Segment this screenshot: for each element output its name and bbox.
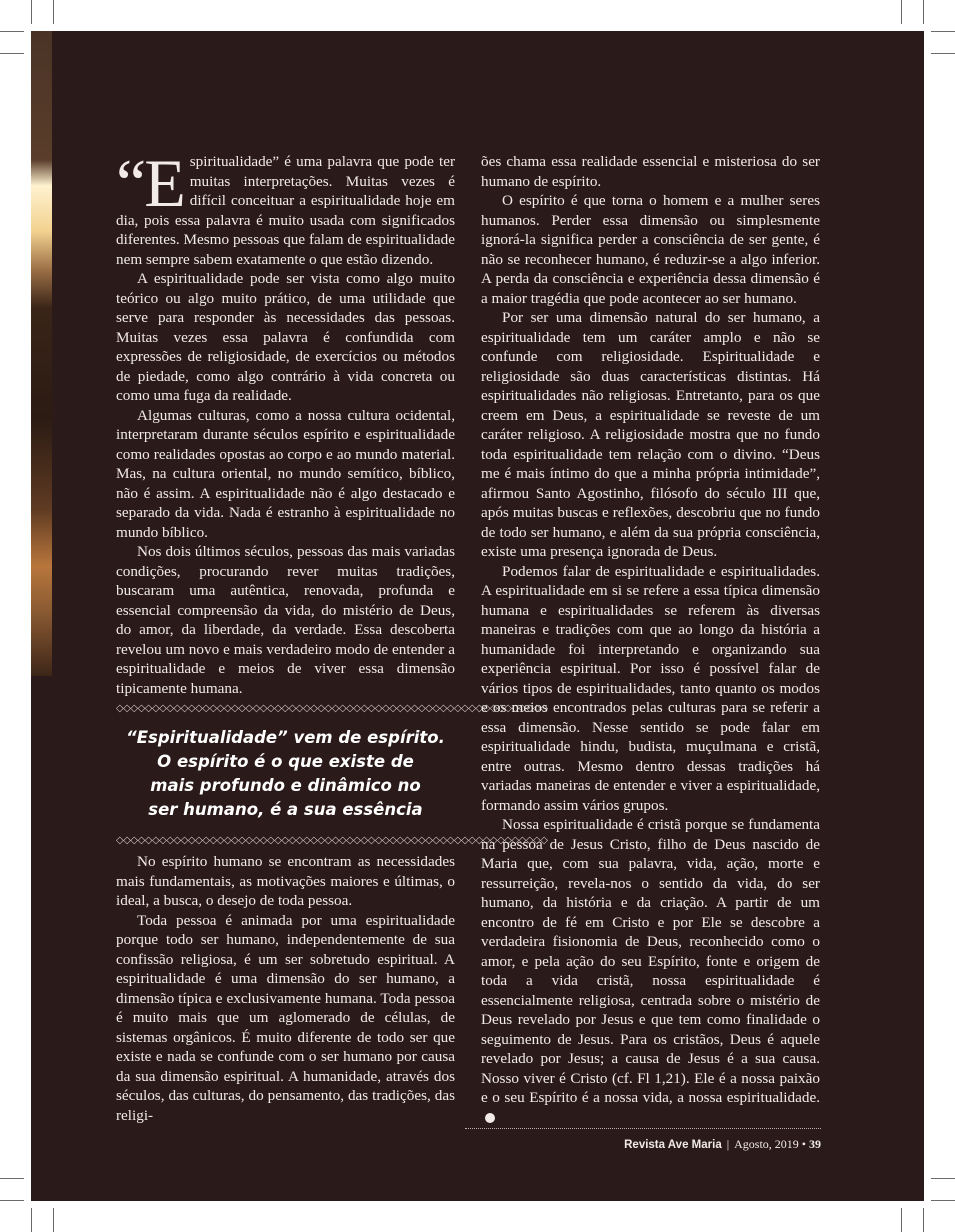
right-column (481, 152, 820, 1127)
pull-quote-line: O espírito é o que existe de (157, 752, 414, 771)
pull-quote-line: “Espiritualidade” vem de espírito. (126, 728, 445, 747)
crop-mark (53, 0, 54, 24)
crop-mark (0, 1200, 24, 1201)
crop-mark (31, 1208, 32, 1232)
magazine-name: Revista Ave Maria (624, 1139, 722, 1151)
end-mark-icon (485, 1113, 495, 1123)
pull-quote-line: mais profundo e dinâmico no (150, 776, 421, 795)
page-number: 39 (809, 1137, 821, 1151)
left-column (116, 145, 548, 1125)
photo-strip (31, 31, 52, 676)
paragraph-text: spiritualidade” é uma palavra que pode ter muitas interpretações. Muitas vezes é difícil conceituar a espiritualidade hoje em dia, pois essa palavra é muito usada com significados diferentes. Mesmo pessoas que falam de espiritualidade nem sempre sabem exatamente o que estão dizendo. (116, 153, 455, 268)
paragraph-text: Nossa espiritualidade é cristã porque se fundamenta na pessoa de Jesus Cristo, filho de Deus nascido de Maria que, com sua palavra, vida, ação, morte e ressurreição, revela-nos o sentido da vida, do ser humano, da história e da criação. A partir de um encontro de fé em Cristo e por Ele se descobre a verdadeira fisionomia de Deus, reconhecido como o amor, e pela ação do seu Espírito, fonte e origem de toda a vida cristã, nossa espiritualidade é essencialmente religiosa, centrada sobre o mistério de Deus revelado por Jesus e que tem como finalidade o seguimento de Jesus. Para os cristãos, Deus é aquele revelado por Jesus; a causa de Jesus é a sua causa. Nosso viver é Cristo (cf. Fl 1,21). Ele é a nossa paixão e o seu Espírito é a nossa vida, a nossa espiritualidade. (481, 816, 820, 1106)
paragraph: Por ser uma dimensão natural do ser humano, a espiritualidade tem um caráter amplo e não se confunde com religiosidade. Espiritualidade e religiosidade são duas características distintas. Há espiritualidades não religiosas. Entretanto, para os que creem em Deus, a espiritualidade se reveste de um caráter religioso. A religiosidade mostra que no fundo toda espiritualidade tem relação com o divino. “Deus me é mais íntimo do que a minha própria intimidade”, afirmou Santo Agostinho, filósofo do século III que, após muitas buscas e reflexões, descobriu que no fundo de todo ser humano, e além da sua própria consciência, existe uma presença ignorada de Deus. (481, 309, 820, 560)
crop-mark (0, 1178, 24, 1179)
footer-rule (465, 1128, 821, 1129)
crop-mark (0, 53, 24, 54)
crop-mark (901, 0, 902, 24)
paragraph: No espírito humano se encontram as necessidades mais fundamentais, as motivações maiores e últimas, o ideal, a busca, o desejo de toda pessoa. (116, 853, 455, 909)
paragraph: Nos dois últimos séculos, pessoas das mais variadas condições, procurando rever muitas tradições, buscaram uma autêntica, renovada, profunda e essencial compreensão da vida, do mistério de Deus, do amor, da liberdade, da verdade. Essa descoberta revelou um novo e mais verdadeiro modo de entender a espiritualidade e meios de viver essa dimensão tipicamente humana. (116, 543, 455, 697)
paragraph: A espiritualidade pode ser vista como algo muito teórico ou algo muito prático, de uma utilidade que serve para responder às necessidades das pessoas. Muitas vezes essa palavra é confundida com expressões de religiosidade, de exercícios ou métodos de piedade, como algo contrário à vida concreta ou como uma fuga da realidade. (116, 270, 455, 404)
paragraph: O espírito é que torna o homem e a mulher seres humanos. Perder essa dimensão ou simplesmente ignorá-la significa perder a consciência de ser gente, é não se reconhecer humano, é reduzir-se a algo inferior. A perda da consciência e experiência dessa dimensão é a maior tragédia que pode acontecer ao ser humano. (481, 192, 820, 307)
paragraph (481, 815, 820, 1127)
crop-mark (0, 31, 24, 32)
paragraph: Algumas culturas, como a nossa cultura ocidental, interpretaram durante séculos espírito e espiritualidade como realidades opostas ao corpo e ao mundo material. Mas, na cultura oriental, no mundo semítico, bíblico, não é assim. A espiritualidade não é algo destacado e separado da vida. Nada é estranho à espiritualidade no mundo bíblico. (116, 406, 455, 541)
paragraph-continuation: ões chama essa realidade essencial e misteriosa do ser humano de espírito. (481, 153, 820, 190)
opening-paragraph (116, 145, 455, 269)
crop-mark (931, 1178, 955, 1179)
crop-mark (31, 0, 32, 24)
crop-mark (931, 53, 955, 54)
magazine-page (31, 31, 924, 1201)
footer-separator: | (726, 1137, 730, 1151)
crop-mark (53, 1208, 54, 1232)
paragraph: Podemos falar de espiritualidade e espiritualidades. A espiritualidade em si se refere a essa típica dimensão humana e espiritualidades se referem às diversas maneiras e tradições com que ao longo da história a humanidade foi interpretando e organizando sua experiência espiritual. Por isso é possível falar de vários tipos de espiritualidades, tanto quanto os modos e os meios encontrados pelas culturas para se referir a essa dimensão. Nesse sentido se pode falar em espiritualidade hindu, budista, muçulmana e cristã, entre outras. Mesmo dentro dessas tradições há variadas maneiras de entender e viver a espiritualidade, formando assim vários grupos. (481, 562, 820, 814)
crop-mark (931, 1200, 955, 1201)
drop-cap: “E (116, 145, 184, 221)
crop-mark (923, 1208, 924, 1232)
paragraph: Toda pessoa é animada por uma espiritualidade porque todo ser humano, independentemente de sua confissão religiosa, é um ser sobretudo espiritual. A espiritualidade é uma dimensão do ser humano, a dimensão típica e exclusivamente humana. Toda pessoa é muito mais que um aglomerado de células, de sistemas orgânicos. É muito diferente de todo ser que existe e nada se confunde com o ser humano por causa da sua dimensão espiritual. A humanidade, através dos séculos, das culturas, do pensamento, das tradições, das religi- (116, 911, 455, 1124)
issue-date: Agosto, 2019 • (734, 1137, 806, 1151)
pull-quote-line: ser humano, é a sua essência (148, 800, 423, 819)
pull-quote (116, 726, 455, 822)
crop-mark (923, 0, 924, 24)
crop-mark (901, 1208, 902, 1232)
ornament-divider: ◇◇◇◇◇◇◇◇◇◇◇◇◇◇◇◇◇◇◇◇◇◇◇◇◇◇◇◇◇◇◇◇◇◇◇◇◇◇◇◇◇◇◇◇◇◇◇◇◇◇◇◇◇◇◇◇◇◇◇◇ (116, 835, 548, 846)
ornament-divider: ◇◇◇◇◇◇◇◇◇◇◇◇◇◇◇◇◇◇◇◇◇◇◇◇◇◇◇◇◇◇◇◇◇◇◇◇◇◇◇◇◇◇◇◇◇◇◇◇◇◇◇◇◇◇◇◇◇◇◇◇ (116, 703, 548, 714)
page-footer (624, 1136, 821, 1153)
crop-mark (931, 31, 955, 32)
